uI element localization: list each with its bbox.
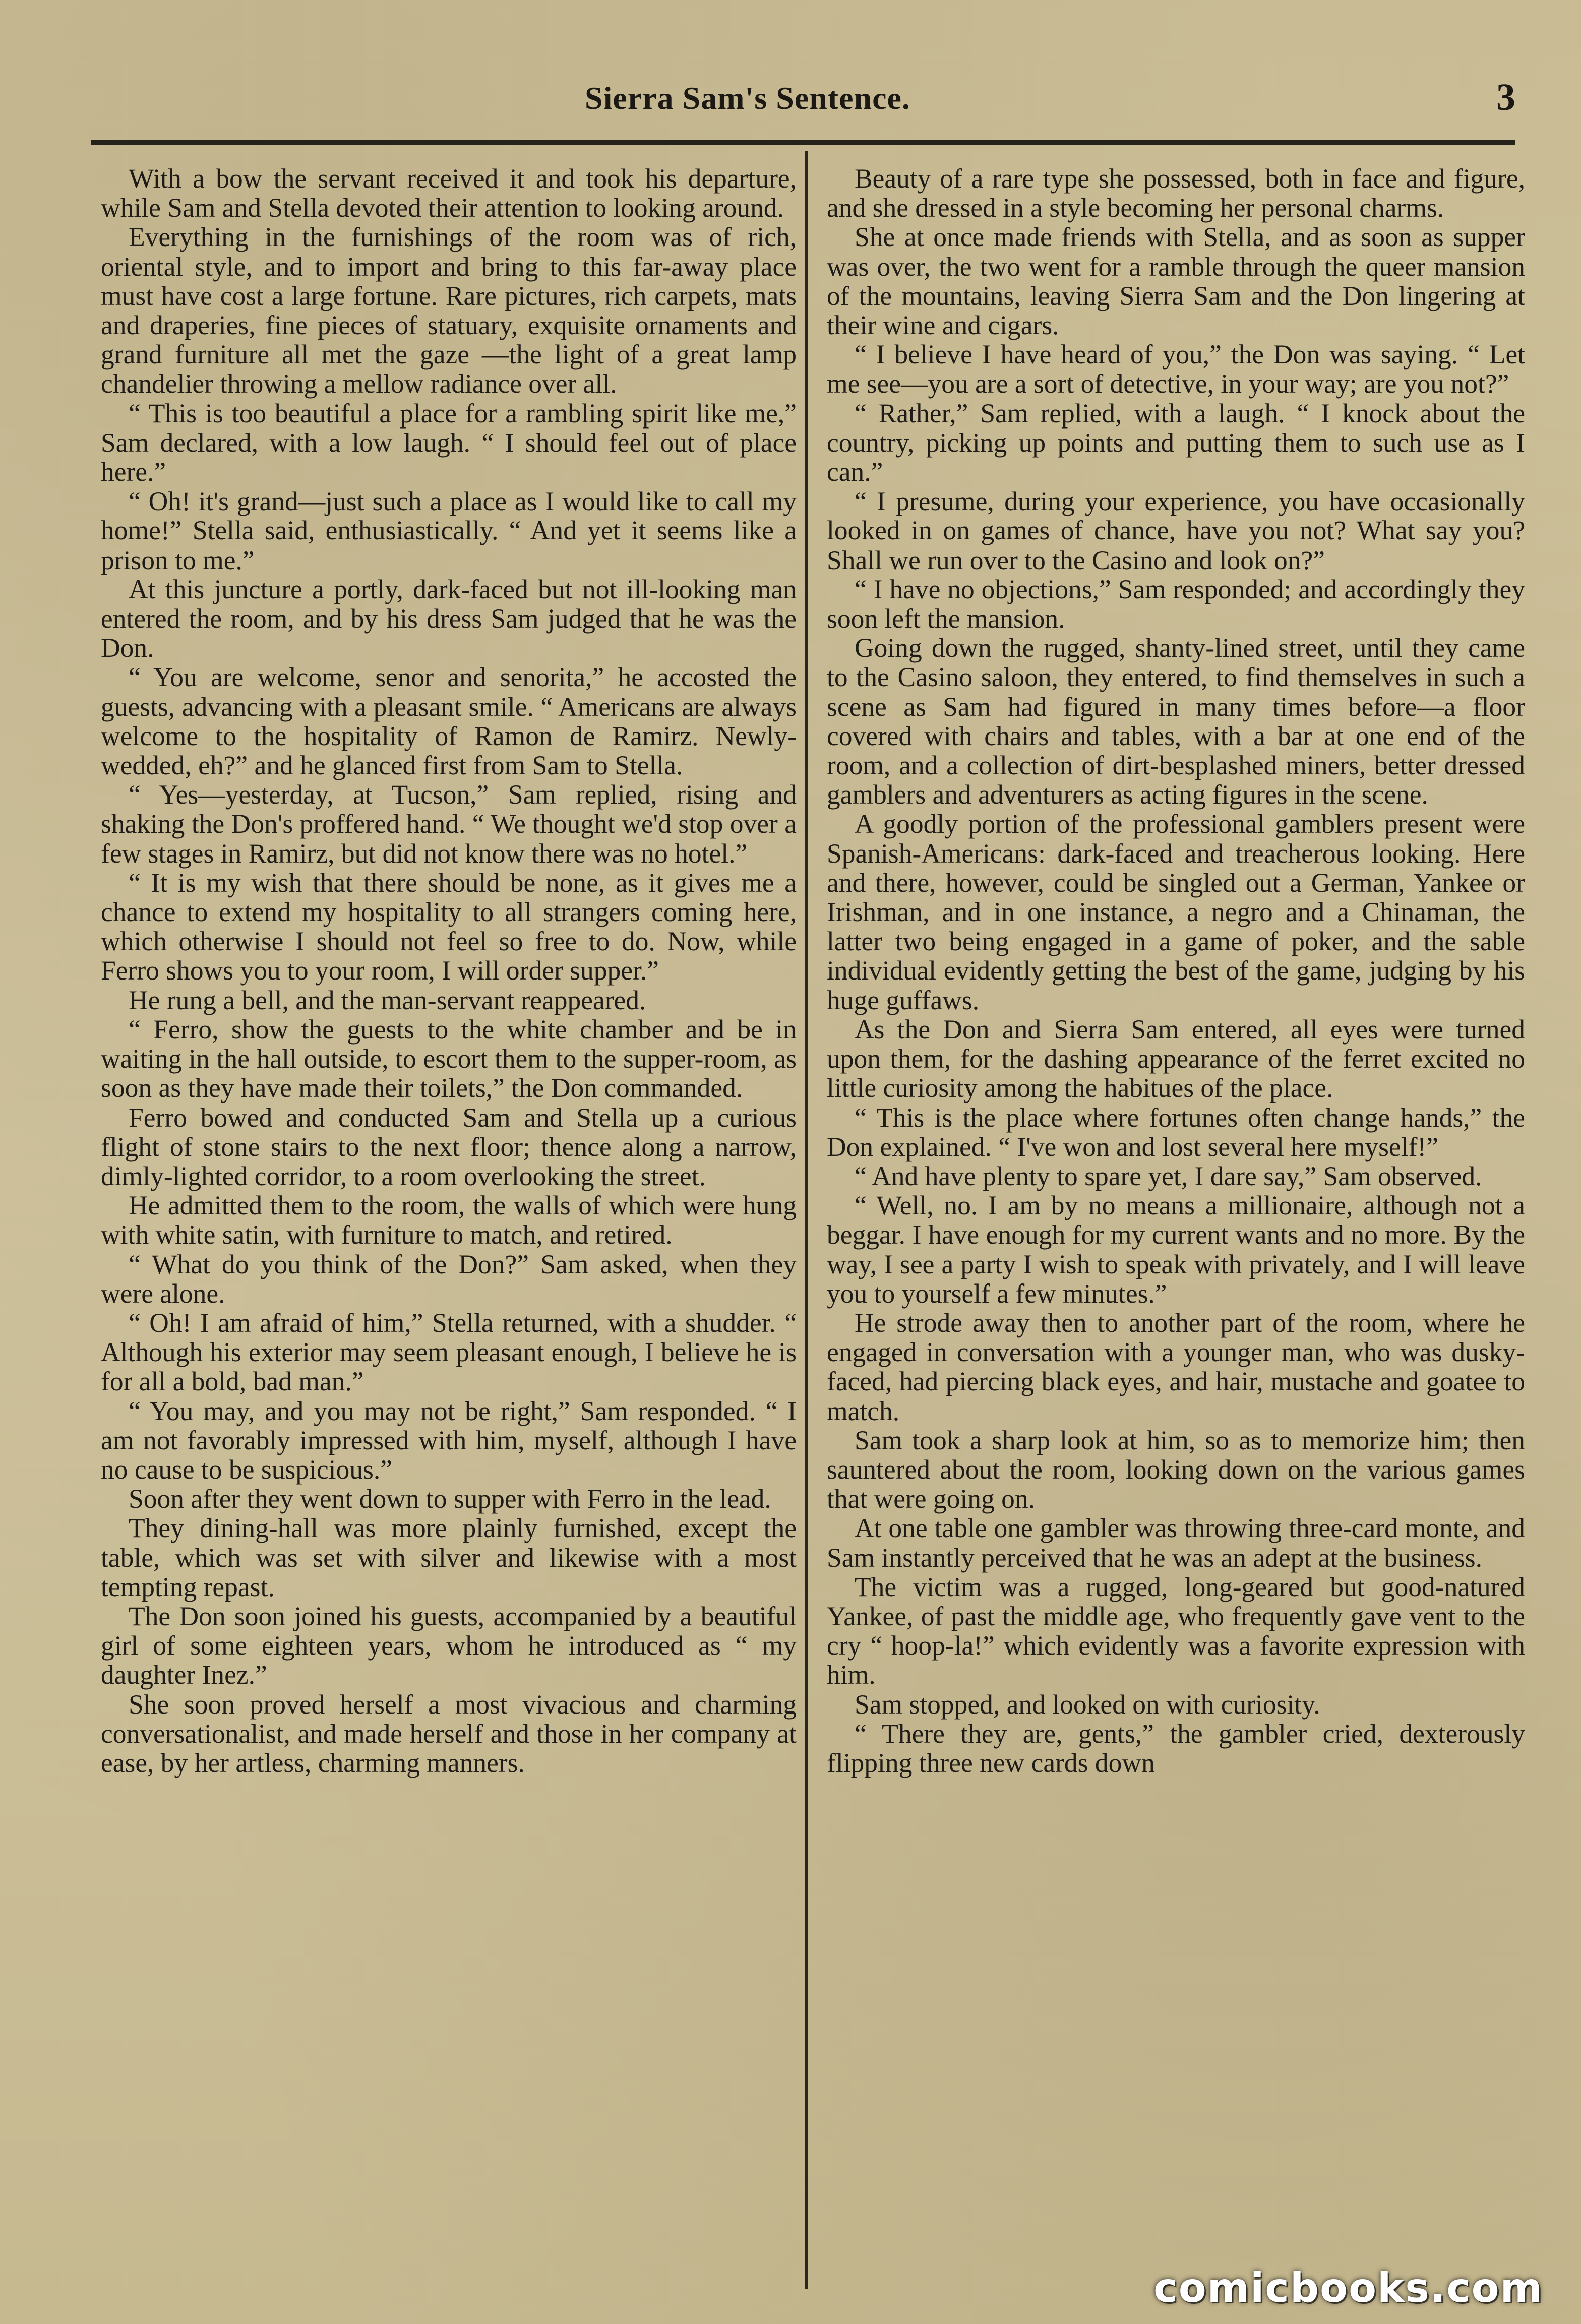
header-rule [91,140,1515,145]
paragraph: As the Don and Sierra Sam entered, all eyes were turned upon them, for the dashing appearance of the ferret excited no little curiosity among the habitues of the place. [827,1014,1525,1104]
paragraph: “ Well, no. I am by no means a millionaire, although not a beggar. I have enough for my current wants and no more. By the way, I see a party I wish to speak with privately, and I will leave you to yourself a few minutes.” [827,1190,1525,1309]
paragraph: “ You are welcome, senor and senorita,” he accosted the guests, advancing with a pleasant smile. “ Americans are always welcome to the hospitality of Ramon de Ramirz. Newly-wedded, eh?” and he glanced first from Sam to Stella. [101,662,797,781]
paragraph: “ Rather,” Sam replied, with a laugh. “ I knock about the country, picking up points and putting them to such use as I can.” [827,398,1525,487]
paragraph: The Don soon joined his guests, accompanied by a beautiful girl of some eighteen years, whom he introduced as “ my daughter Inez.” [101,1601,797,1690]
paragraph: “ What do you think of the Don?” Sam asked, when they were alone. [101,1249,797,1309]
paragraph: He admitted them to the room, the walls of which were hung with white satin, with furniture to match, and retired. [101,1190,797,1250]
paragraph: She at once made friends with Stella, and as soon as supper was over, the two went for a ramble through the queer mansion of the mountains, leaving Sierra Sam and the Don lingering at their wine and cigars. [827,222,1525,341]
paragraph: Soon after they went down to supper with Ferro in the lead. [129,1484,771,1514]
paragraph: Beauty of a rare type she possessed, both in face and figure, and she dressed in a style becoming her personal charms. [827,163,1525,223]
paragraph: “ This is too beautiful a place for a rambling spirit like me,” Sam declared, with a low laugh. “ I should feel out of place here.” [101,398,797,487]
paragraph: She soon proved herself a most vivacious and charming conversationalist, and made herself and those in her company at ease, by her artless, charming manners. [101,1689,797,1778]
page-number: 3 [1496,76,1515,118]
paragraph: At one table one gambler was throwing three-card monte, and Sam instantly perceived that he was an adept at the business. [827,1513,1525,1573]
paragraph: “ There they are, gents,” the gambler cried, dexterously flipping three new cards down [827,1718,1525,1778]
paragraph: Ferro bowed and conducted Sam and Stella up a curious flight of stone stairs to the next floor; thence along a narrow, dimly-lighted corridor, to a room overlooking the street. [101,1102,797,1191]
paragraph: A goodly portion of the professional gamblers present were Spanish-Americans: dark-faced and treacherous looking. Here and there, however, could be singled out a German, Yankee or Irishman, and in one instance, a negro and a Chinaman, the latter two being engaged in a game of poker, and the sable individual evidently getting the best of the game, judging by his huge guffaws. [827,809,1525,1015]
paragraph: With a bow the servant received it and took his departure, while Sam and Stella devoted their attention to looking around. [101,163,797,223]
site-watermark: comicbooks.com [1153,2265,1543,2311]
paragraph: “ Yes—yesterday, at Tucson,” Sam replied, rising and shaking the Don's proffered hand. “ We thought we'd stop over a few stages in Ramirz, but did not know there was no hotel.” [101,779,797,869]
paragraph: “ It is my wish that there should be none, as it gives me a chance to extend my hospitality to all strangers coming here, which otherwise I should not feel so free to do. Now, while Ferro shows you to your room, I will order supper.” [101,867,797,986]
paragraph: Sam took a sharp look at him, so as to memorize him; then sauntered about the room, looking down on the various games that were going on. [827,1425,1525,1514]
paragraph: “ You may, and you may not be right,” Sam responded. “ I am not favorably impressed with him, myself, although I have no cause to be suspicious.” [101,1395,797,1485]
paragraph: “ And have plenty to spare yet, I dare say,” Sam observed. [855,1160,1482,1191]
paragraph: He strode away then to another part of the room, where he engaged in conversation with a younger man, who was dusky-faced, had piercing black eyes, and hair, mustache and goatee to match. [827,1307,1525,1426]
running-head [91,76,1515,131]
paragraph: “ I presume, during your experience, you have occasionally looked in on games of chance, have you not? What say you? Shall we run over to the Casino and look on?” [827,486,1525,575]
paragraph: He rung a bell, and the man-servant reappeared. [129,985,646,1015]
column-divider [805,151,808,2289]
paragraph: “ Oh! I am afraid of him,” Stella returned, with a shudder. “ Although his exterior may seem pleasant enough, I believe he is for all a bold, bad man.” [101,1307,797,1397]
paragraph: At this juncture a portly, dark-faced but not ill-looking man entered the room, and by his dress Sam judged that he was the Don. [101,574,797,663]
paragraph: “ Oh! it's grand—just such a place as I would like to call my home!” Stella said, enthusiastically. “ And yet it seems like a prison to me.” [101,486,797,575]
running-title: Sierra Sam's Sentence. [585,80,910,116]
paragraph: “ I have no objections,” Sam responded; and accordingly they soon left the mansion. [827,574,1525,634]
paragraph: Everything in the furnishings of the room was of rich, oriental style, and to import and bring to this far-away place must have cost a large fortune. Rare pictures, rich carpets, mats and draperies, fine pieces of statuary, exquisite ornaments and grand furniture all met the gaze —the light of a great lamp chandelier throwing a mellow radiance over all. [101,222,797,399]
paragraph: Sam stopped, and looked on with curiosity. [855,1689,1320,1720]
paragraph: “ I believe I have heard of you,” the Don was saying. “ Let me see—you are a sort of detective, in your way; are you not?” [827,339,1525,399]
right-column [827,164,1525,1778]
left-column [101,164,797,1778]
paragraph: “ This is the place where fortunes often change hands,” the Don explained. “ I've won and lost several here myself!” [827,1102,1525,1162]
paragraph: The victim was a rugged, long-geared but good-natured Yankee, of past the middle age, who frequently gave vent to the cry “ hoop-la!” which evidently was a favorite expression with him. [827,1571,1525,1690]
paragraph: They dining-hall was more plainly furnished, except the table, which was set with silver and likewise with a most tempting repast. [101,1513,797,1602]
paragraph: Going down the rugged, shanty-lined street, until they came to the Casino saloon, they entered, to find themselves in such a scene as Sam had figured in many times before—a floor covered with chairs and tables, with a bar at one end of the room, and a collection of dirt-besplashed miners, better dressed gamblers and adventurers as acting figures in the scene. [827,633,1525,810]
paragraph: “ Ferro, show the guests to the white chamber and be in waiting in the hall outside, to escort them to the supper-room, as soon as they have made their toilets,” the Don commanded. [101,1014,797,1104]
